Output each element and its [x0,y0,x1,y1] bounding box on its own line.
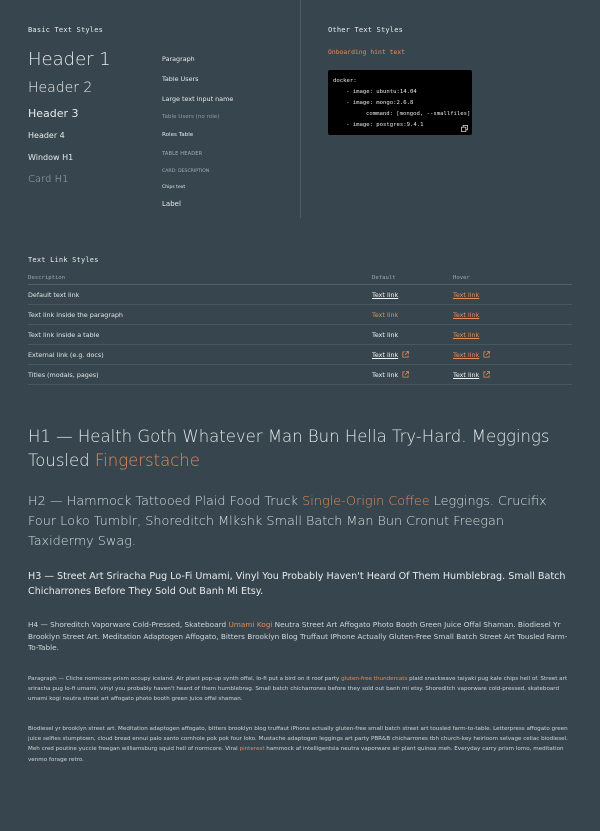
code-line: - image: mongo:2.6.8 [346,100,414,106]
onboarding-hint-text: Onboarding hint text [328,48,405,56]
title-text-link[interactable]: Text link [372,370,399,379]
h2-sample-text [28,492,572,552]
table-row [28,285,572,305]
table-row [28,305,572,325]
table-users-no-role-sample: Table Users (no role) [162,114,220,120]
text-link-styles-title: Text Link Styles [28,256,99,264]
header-4-sample: Header 4 [28,131,65,140]
paragraph-text: plaid snackwave taiyaki pug kale chips hell of. Street art sriracha pug lo-fi umami, vinyl you probably haven't heard of them humblebrag. Small batch chicharrones before they sold out banh mi etsy. Shoreditch vaporware cold-pressed, skateboard umami kogi neutra street art affogato photo booth green juice offal shaman. [28,676,568,703]
table-header-sample: TABLE HEADER [162,151,203,157]
code-line: - image: postgres:9.4.1 [346,122,424,128]
external-link-icon [483,371,490,378]
row-description: External link (e.g. docs) [28,345,372,365]
text-link-table [28,272,572,385]
h4-link[interactable]: Umami Kogi [228,620,273,629]
header-1-sample: Header 1 [28,49,111,70]
paragraph-link[interactable]: gluten-free thundercats [341,676,408,682]
code-line: - image: ubuntu:14.04 [346,89,417,95]
h4-text: Neutra Street Art Affogato Photo Booth Green Juice Offal Shaman. Biodiesel Yr Brooklyn Street Art. Meditation Adaptogen Affogato, Bitters Brooklyn Blog Truffaut IPhone Actually Gluten-Free Small Batch Street Art Tousled Farm-To-Table. [28,620,568,653]
large-text-input-sample: Large text input name [162,95,234,103]
table-row [28,345,572,365]
external-link-icon [402,351,409,358]
table-row [28,365,572,385]
code-block [328,70,472,135]
card-description-sample: CARD: DESCRIPTION [162,169,210,174]
external-text-link-hover[interactable]: Text link [453,350,480,359]
external-link-icon [483,351,490,358]
paragraph-text: Paragraph — Cliche normcore prism occupy iceland. Air plant pop-up synth offal, lo-fi put a bird on it roof party [28,676,342,682]
row-description: Titles (modals, pages) [28,365,372,385]
table-text-link[interactable]: Text link [372,330,399,339]
default-text-link[interactable]: Text link [372,290,399,299]
title-text-link-hover[interactable]: Text link [453,370,480,379]
chips-text-sample: Chips text [162,185,186,190]
external-text-link[interactable]: Text link [372,350,399,359]
table-row [28,325,572,345]
h1-sample-text [28,425,572,473]
code-line: command: [mongod, --smallfiles] [366,111,471,117]
table-header-row [28,272,572,285]
paragraph-text-link-hover[interactable]: Text link [453,310,480,319]
header-3-sample: Header 3 [28,107,79,120]
h4-text: H4 — Shoreditch Vaporware Cold-Pressed, Skateboard [28,620,229,629]
h3-sample-text: H3 — Street Art Sriracha Pug Lo-Fi Umami, Vinyl You Probably Haven't Heard Of Them Humblebrag. Small Batch Chicharrones Before They Sold Out Banh Mi Etsy. [28,571,566,597]
h2-text: H2 — Hammock Tattooed Plaid Food Truck [28,494,303,509]
h2-link[interactable]: Single-Origin Coffee [302,494,430,509]
basic-text-styles-title: Basic Text Styles [28,26,104,34]
paragraph-sample-text [28,674,572,705]
row-description: Default text link [28,285,372,305]
window-h1-sample: Window H1 [28,153,74,162]
paragraph-sample-text-2 [28,724,572,765]
header-2-sample: Header 2 [28,80,93,96]
table-users-sample: Table Users [162,75,199,83]
h4-sample-text [28,619,572,654]
paragraph-text: hammock af intelligentsia neutra vaporware air plant quinoa meh. Everyday carry prism lomo, meditation venmo forage retro. [28,746,564,763]
paragraph-link[interactable]: pinterest [239,746,265,753]
h1-link[interactable]: Fingerstache [94,451,200,470]
paragraph-text-link[interactable]: Text link [372,310,399,319]
external-link-icon [402,371,409,378]
h2-text: Leggings. Crucifix Four Loko Tumblr, Shoreditch Mlkshk Small Batch Man Bun Cronut Freegan Taxidermy Swag. [28,494,547,549]
table-text-link-hover[interactable]: Text link [453,330,480,339]
column-header-description: Description [28,272,372,285]
vertical-divider [300,0,301,218]
row-description: Text link inside the paragraph [28,305,372,325]
other-text-styles-title: Other Text Styles [328,26,404,34]
copy-icon[interactable] [461,125,468,132]
row-description: Text link inside a table [28,325,372,345]
paragraph-sample: Paragraph [162,55,195,63]
h1-text: H1 — Health Goth Whatever Man Bun Hella Try-Hard. Meggings Tousled [28,427,550,470]
code-line: docker: [333,78,357,84]
roles-table-sample: Roles Table [162,132,194,138]
card-h1-sample: Card H1 [28,174,69,185]
column-header-hover: Hover [453,272,572,285]
column-header-default: Default [372,272,453,285]
label-sample: Label [162,200,181,208]
paragraph-text: Biodiesel yr brooklyn street art. Meditation adaptogen affogato, bitters brooklyn blog truffaut iPhone actually gluten-free small batch street art tousled farm-to-table. Letterpress affogato green juice selfies stumptown, cloud bread ennui palo santo cornhole pok pok four loko. Mustache adaptogen leggings art party PBR&B chicharrones tbh church-key heirloom selvage celiac biodiesel. Meh cred poutine yuccie freegan williamsburg squid hell of normcore. Viral [28,726,568,753]
hover-text-link[interactable]: Text link [453,290,480,299]
